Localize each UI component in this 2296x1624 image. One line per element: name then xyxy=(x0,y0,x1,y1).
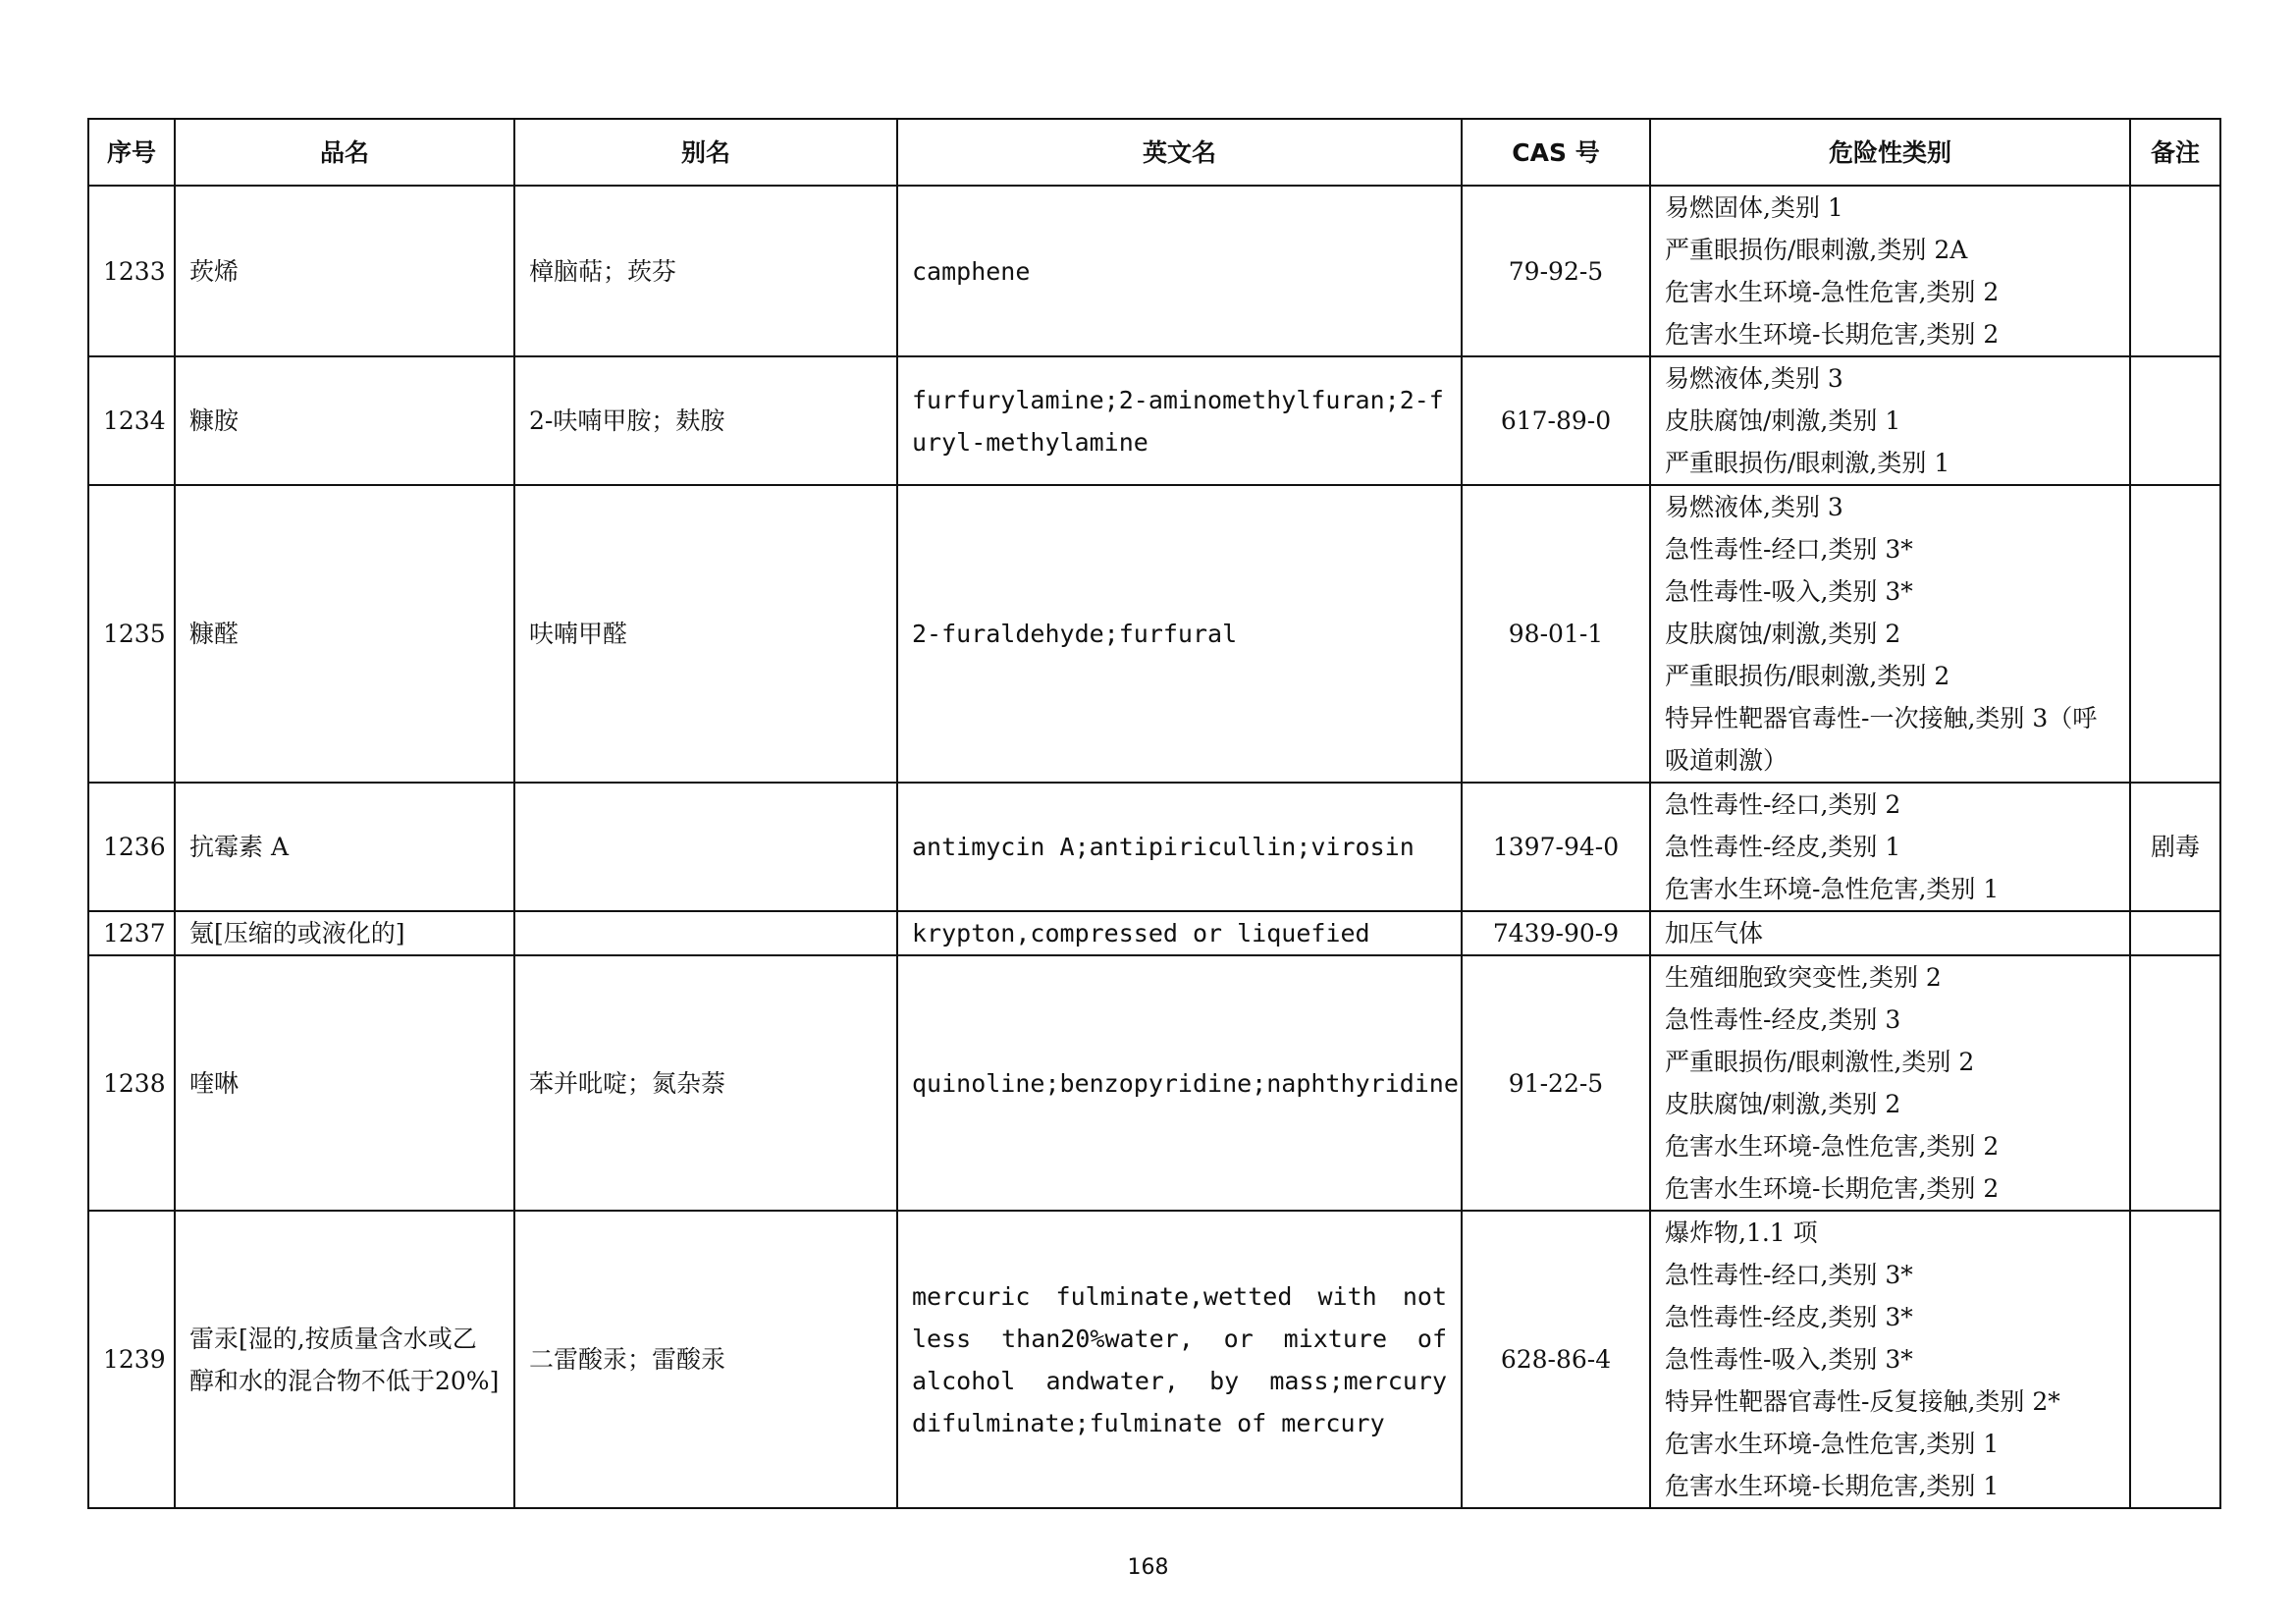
row-hazards xyxy=(1650,186,2130,356)
hazard-item: 易燃液体,类别 3 xyxy=(1665,493,1843,521)
hazard-item: 严重眼损伤/眼刺激性,类别 2 xyxy=(1665,1048,1975,1076)
row-no: 1233 xyxy=(88,186,175,356)
row-english: camphene xyxy=(897,186,1462,356)
row-name: 糠醛 xyxy=(175,485,514,783)
row-name: 氪[压缩的或液化的] xyxy=(175,911,514,955)
table-row xyxy=(88,485,2220,783)
hazard-item: 急性毒性-经皮,类别 1 xyxy=(1665,833,1901,861)
hazard-item: 危害水生环境-急性危害,类别 1 xyxy=(1665,875,2000,903)
row-note xyxy=(2130,1211,2220,1508)
hazard-item: 危害水生环境-急性危害,类别 1 xyxy=(1665,1430,2000,1458)
row-alias: 苯并吡啶；氮杂萘 xyxy=(514,955,897,1211)
row-no: 1234 xyxy=(88,356,175,485)
hazard-item: 爆炸物,1.1 项 xyxy=(1665,1218,1818,1247)
hazard-item: 急性毒性-经皮,类别 3* xyxy=(1665,1303,1913,1331)
row-cas: 7439-90-9 xyxy=(1462,911,1650,955)
row-hazards xyxy=(1650,1211,2130,1508)
row-english: furfurylamine;2-aminomethylfuran;2-furyl-methylamine xyxy=(897,356,1462,485)
row-cas: 628-86-4 xyxy=(1462,1211,1650,1508)
row-cas: 79-92-5 xyxy=(1462,186,1650,356)
header-cas: CAS 号 xyxy=(1462,119,1650,186)
row-note: 剧毒 xyxy=(2130,783,2220,911)
row-no: 1239 xyxy=(88,1211,175,1508)
hazard-item: 急性毒性-吸入,类别 3* xyxy=(1665,577,1913,606)
row-no: 1236 xyxy=(88,783,175,911)
row-english: krypton,compressed or liquefied xyxy=(897,911,1462,955)
header-name: 品名 xyxy=(175,119,514,186)
hazard-item: 危害水生环境-长期危害,类别 2 xyxy=(1665,320,2000,349)
hazard-item: 易燃固体,类别 1 xyxy=(1665,193,1843,222)
hazard-item: 加压气体 xyxy=(1665,919,1764,947)
row-hazards xyxy=(1650,356,2130,485)
header-hazard: 危险性类别 xyxy=(1650,119,2130,186)
row-alias: 2-呋喃甲胺；麸胺 xyxy=(514,356,897,485)
row-no: 1235 xyxy=(88,485,175,783)
row-name: 雷汞[湿的,按质量含水或乙醇和水的混合物不低于20%] xyxy=(175,1211,514,1508)
hazard-item: 皮肤腐蚀/刺激,类别 2 xyxy=(1665,1090,1901,1118)
row-alias xyxy=(514,911,897,955)
hazard-item: 危害水生环境-急性危害,类别 2 xyxy=(1665,278,2000,306)
hazard-item: 严重眼损伤/眼刺激,类别 1 xyxy=(1665,449,1950,477)
table-row xyxy=(88,911,2220,955)
row-note xyxy=(2130,356,2220,485)
row-note xyxy=(2130,911,2220,955)
row-hazards xyxy=(1650,911,2130,955)
row-hazards xyxy=(1650,783,2130,911)
hazard-item: 严重眼损伤/眼刺激,类别 2 xyxy=(1665,662,1950,690)
hazard-item: 生殖细胞致突变性,类别 2 xyxy=(1665,963,1942,992)
row-name: 喹啉 xyxy=(175,955,514,1211)
table-row xyxy=(88,1211,2220,1508)
header-row xyxy=(88,119,2220,186)
hazard-item: 危害水生环境-长期危害,类别 2 xyxy=(1665,1174,2000,1203)
hazard-item: 急性毒性-经皮,类别 3 xyxy=(1665,1005,1901,1034)
row-alias: 呋喃甲醛 xyxy=(514,485,897,783)
row-english: 2-furaldehyde;furfural xyxy=(897,485,1462,783)
row-english: mercuric fulminate,wetted with not less than20%water, or mixture of alcohol andwater, by mass;mercury difulminate;fulminate of mercury xyxy=(897,1211,1462,1508)
header-english: 英文名 xyxy=(897,119,1462,186)
row-cas: 1397-94-0 xyxy=(1462,783,1650,911)
row-cas: 91-22-5 xyxy=(1462,955,1650,1211)
hazard-item: 急性毒性-吸入,类别 3* xyxy=(1665,1345,1913,1374)
hazard-item: 急性毒性-经口,类别 3* xyxy=(1665,1261,1913,1289)
header-note: 备注 xyxy=(2130,119,2220,186)
hazard-item: 危害水生环境-急性危害,类别 2 xyxy=(1665,1132,2000,1161)
hazard-item: 危害水生环境-长期危害,类别 1 xyxy=(1665,1472,2000,1500)
hazard-item: 急性毒性-经口,类别 3* xyxy=(1665,535,1913,564)
row-english: antimycin A;antipiricullin;virosin xyxy=(897,783,1462,911)
row-cas: 98-01-1 xyxy=(1462,485,1650,783)
row-note xyxy=(2130,955,2220,1211)
row-hazards xyxy=(1650,485,2130,783)
row-no: 1238 xyxy=(88,955,175,1211)
page-number: 168 xyxy=(1127,1555,1169,1580)
row-english: quinoline;benzopyridine;naphthyridine xyxy=(897,955,1462,1211)
chemicals-table xyxy=(87,118,2221,1509)
hazard-item: 易燃液体,类别 3 xyxy=(1665,364,1843,393)
row-alias: 二雷酸汞；雷酸汞 xyxy=(514,1211,897,1508)
row-note xyxy=(2130,485,2220,783)
row-alias xyxy=(514,783,897,911)
hazard-item: 严重眼损伤/眼刺激,类别 2A xyxy=(1665,236,1968,264)
row-note xyxy=(2130,186,2220,356)
row-no: 1237 xyxy=(88,911,175,955)
row-name: 莰烯 xyxy=(175,186,514,356)
table-row xyxy=(88,955,2220,1211)
table-row xyxy=(88,186,2220,356)
row-name: 抗霉素 A xyxy=(175,783,514,911)
hazard-item: 特异性靶器官毒性-反复接触,类别 2* xyxy=(1665,1387,2060,1416)
row-cas: 617-89-0 xyxy=(1462,356,1650,485)
row-alias: 樟脑萜；莰芬 xyxy=(514,186,897,356)
hazard-item: 急性毒性-经口,类别 2 xyxy=(1665,790,1901,819)
row-name: 糠胺 xyxy=(175,356,514,485)
table-row xyxy=(88,783,2220,911)
hazard-item: 皮肤腐蚀/刺激,类别 1 xyxy=(1665,406,1901,435)
hazard-item: 特异性靶器官毒性-一次接触,类别 3（呼吸道刺激） xyxy=(1665,704,2098,775)
row-hazards xyxy=(1650,955,2130,1211)
hazard-item: 皮肤腐蚀/刺激,类别 2 xyxy=(1665,620,1901,648)
header-no: 序号 xyxy=(88,119,175,186)
header-alias: 别名 xyxy=(514,119,897,186)
table-row xyxy=(88,356,2220,485)
